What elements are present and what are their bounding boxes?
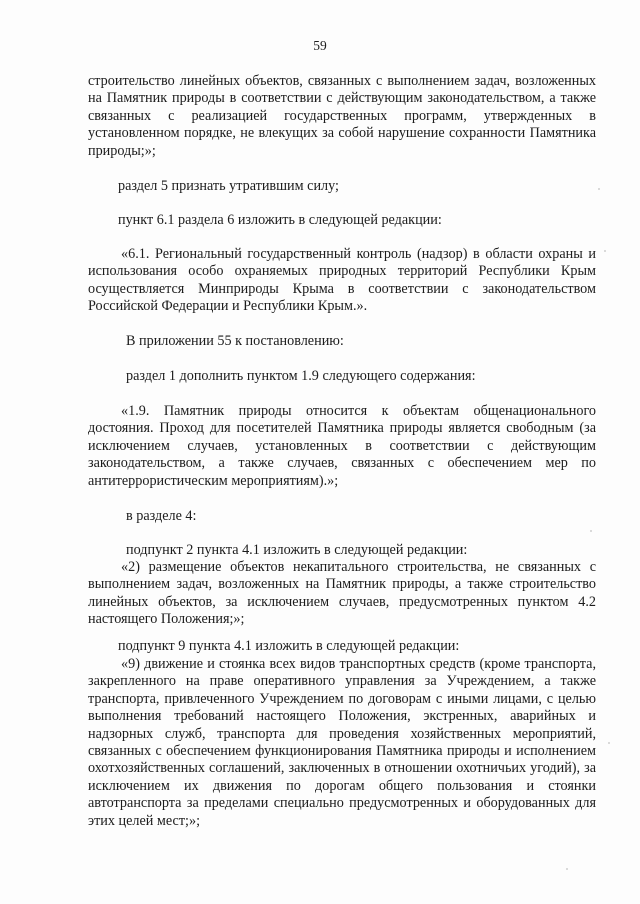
scan-speck xyxy=(598,188,600,190)
scan-speck xyxy=(566,868,568,870)
page-number: 59 xyxy=(313,38,327,53)
paragraph-point19-text: «1.9. Памятник природы относится к объектам общенационального достояния. Проход для посетителей Памятника природы является свободным (за исключением случаев, установленных в соответствии с действующим законодательством, а также случаев, связанных с обеспечением мер по антитеррористическим мероприятиям).»; xyxy=(88,403,596,489)
paragraph-subpoint9-intro: подпункт 9 пункта 4.1 изложить в следующей редакции: xyxy=(118,638,460,654)
paragraph-continuation: строительство линейных объектов, связанных с выполнением задач, возложенных на Памятник природы в соответствии с действующим законодательством, а также связанных с реализацией государственных программ, утвержденных в установленном порядке, не влекущих за собой нарушение сохранности Памятника природы;»; xyxy=(88,73,596,159)
paragraph-section5-repeal: раздел 5 признать утратившим силу; xyxy=(118,178,339,194)
paragraph-section4-heading: в разделе 4: xyxy=(126,508,197,524)
paragraph-point61-text: «6.1. Региональный государственный контроль (надзор) в области охраны и использования особо охраняемых природных территорий Республики Крым осуществляется Минприроды Крыма в соответствии с законодательством Российской Федерации и Республики Крым.». xyxy=(88,246,596,315)
paragraph-subpoint9-text: «9) движение и стоянка всех видов транспортных средств (кроме транспорта, закрепленного на праве оперативного управления за Учреждением, а также транспорта, привлеченного Учреждением по договорам с иными лицами, с целью выполнения требований настоящего Положения, экстренных, аварийных и надзорных служб, транспорта для проведения хозяйственных мероприятий, связанных с обеспечением функционирования Памятника природы и исполнением охотхозяйственных соглашений, заключенных в отношении охотничьих угодий), за исключением их движения по дорогам общего пользования и стоянки автотранспорта за пределами специально предусмотренных и оборудованных для этих целей мест;»; xyxy=(88,656,596,829)
paragraph-subpoint2-text: «2) размещение объектов некапитального строительства, не связанных с выполнением задач, возложенных на Памятник природы, а также строительство линейных объектов, за исключением случаев, предусмотренных пунктом 4.2 настоящего Положения;»; xyxy=(88,559,596,628)
paragraph-subpoint2-intro: подпункт 2 пункта 4.1 изложить в следующей редакции: xyxy=(126,542,468,558)
scan-speck xyxy=(608,742,610,744)
paragraph-section1-add: раздел 1 дополнить пунктом 1.9 следующего содержания: xyxy=(126,368,476,384)
scan-speck xyxy=(604,250,606,252)
paragraph-point61-intro: пункт 6.1 раздела 6 изложить в следующей редакции: xyxy=(118,212,442,228)
scan-speck xyxy=(590,530,592,532)
paragraph-appendix55-heading: В приложении 55 к постановлению: xyxy=(126,333,344,349)
